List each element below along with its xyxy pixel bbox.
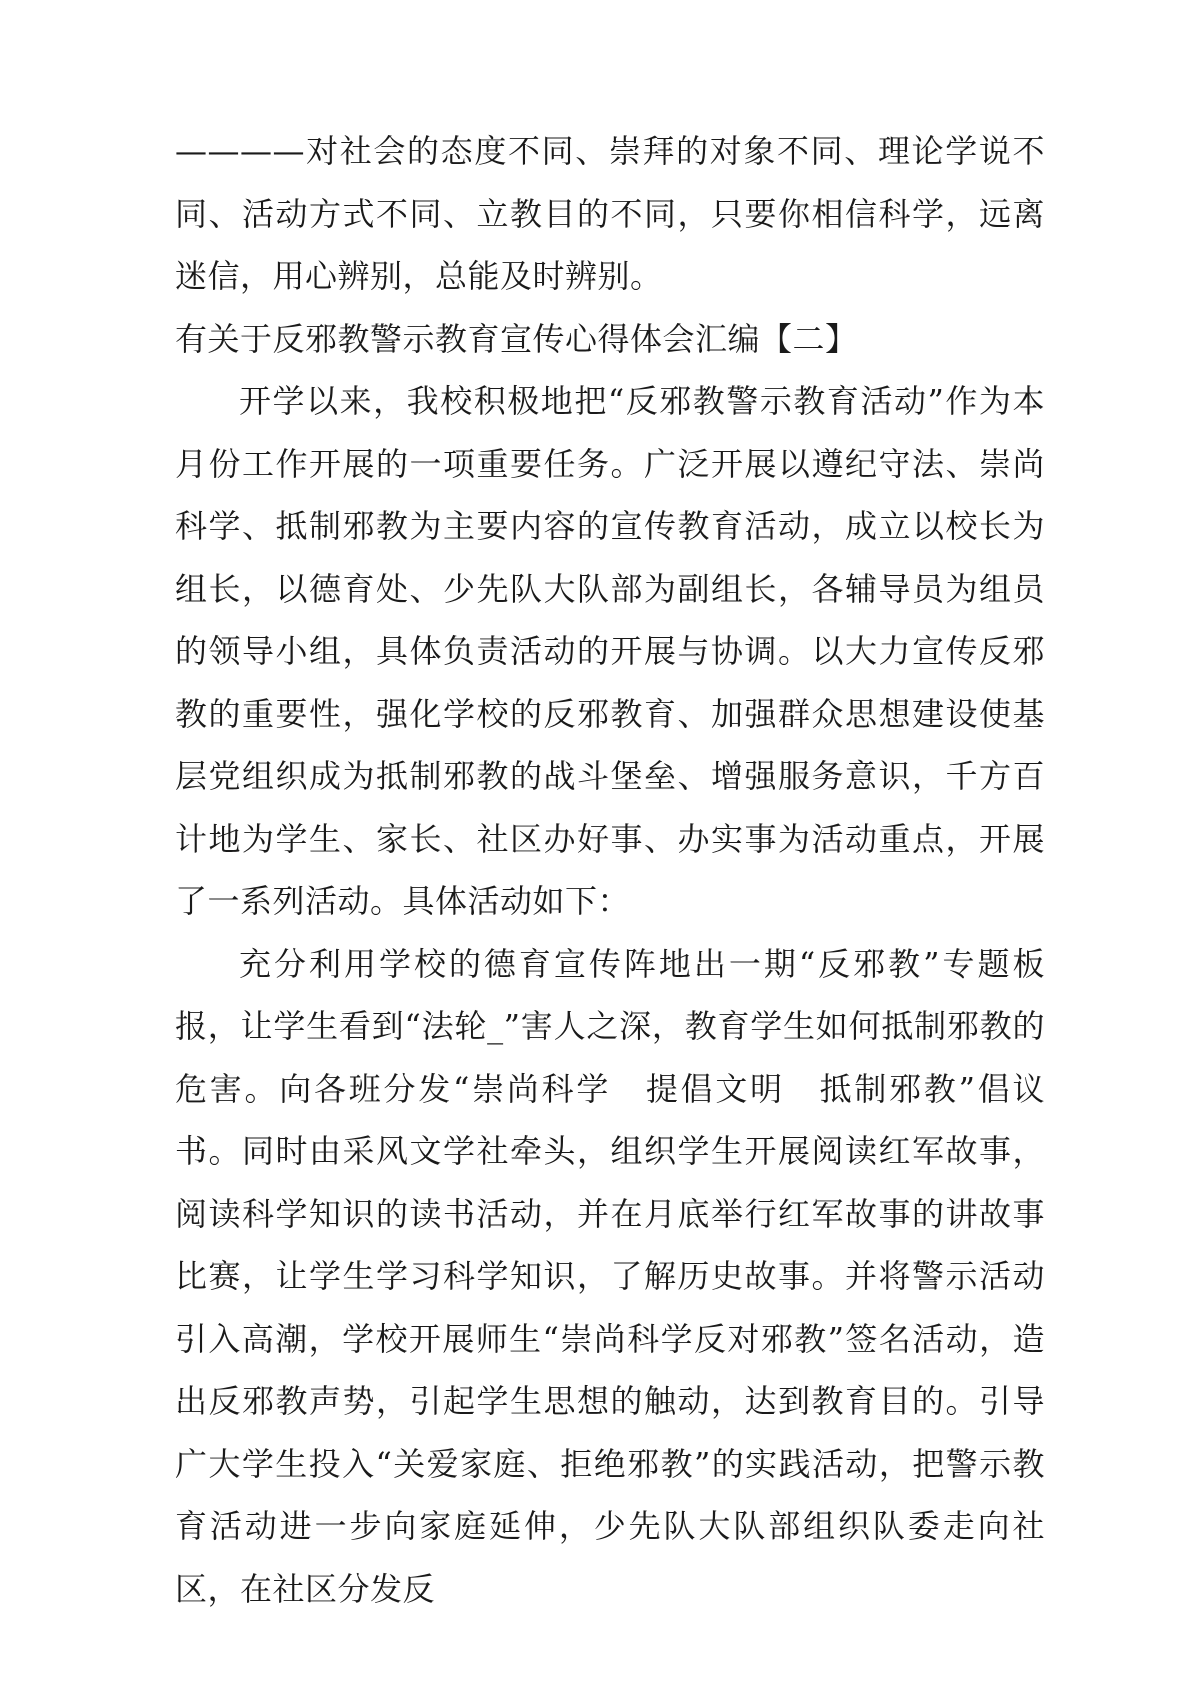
body-paragraph-2: 充分利用学校的德育宣传阵地出一期“反邪教”专题板报，让学生看到“法轮_”害人之深，教育学生如何抵制邪教的危害。向各班分发“崇尚科学 提倡文明 抵制邪教”倡议书。同时由采风文学社牵头，组织学生开展阅读红军故事，阅读科学知识的读书活动，并在月底举行红军故事的讲故事比赛，让学生学习科学知识，了解历史故事。并将警示活动引入高潮，学校开展师生“崇尚科学反对邪教”签名活动，造出反邪教声势，引起学生思想的触动，达到教育目的。引导广大学生投入“关爱家庭、拒绝邪教”的实践活动，把警示教育活动进一步向家庭延伸，少先队大队部组织队委走向社区，在社区分发反 — [175, 944, 1045, 1608]
document-body — [175, 120, 1045, 1620]
section-heading: 有关于反邪教警示教育宣传心得体会汇编【二】 — [175, 319, 858, 358]
body-paragraph-1: 开学以来，我校积极地把“反邪教警示教育活动”作为本月份工作开展的一项重要任务。广泛开展以遵纪守法、崇尚科学、抵制邪教为主要内容的宣传教育活动，成立以校长为组长，以德育处、少先队大队部为副组长，各辅导员为组员的领导小组，具体负责活动的开展与协调。以大力宣传反邪教的重要性，强化学校的反邪教育、加强群众思想建设使基层党组织成为抵制邪教的战斗堡垒、增强服务意识，千方百计地为学生、家长、社区办好事、办实事为活动重点，开展了一系列活动。具体活动如下： — [175, 382, 1045, 920]
continuation-paragraph: ————对社会的态度不同、崇拜的对象不同、理论学说不同、活动方式不同、立教目的不同，只要你相信科学，远离迷信，用心辨别，总能及时辨别。 — [175, 132, 1045, 295]
